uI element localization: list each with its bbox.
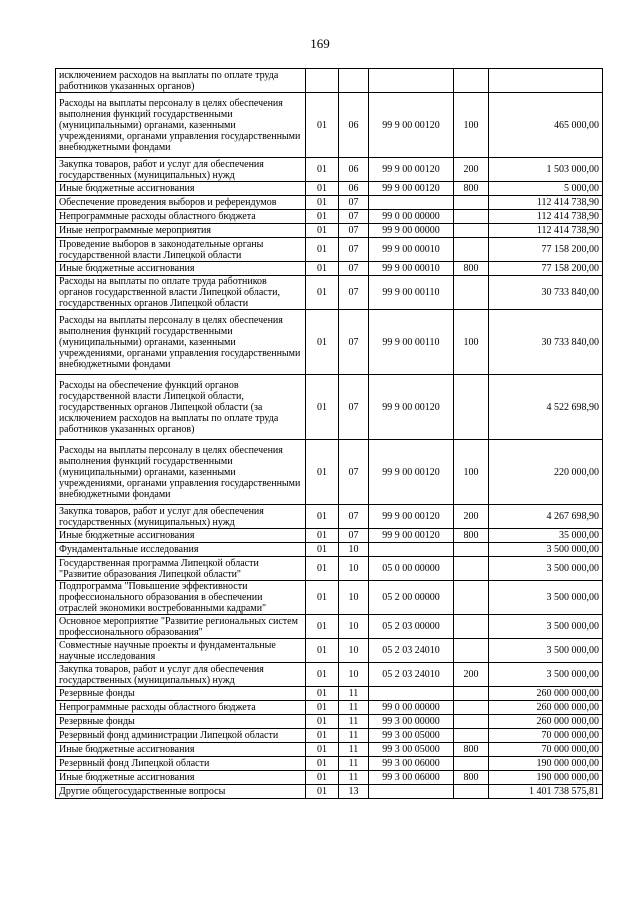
row-section: 01 [306,757,339,771]
row-target-code: 99 9 00 00000 [369,224,454,238]
table-row [56,262,603,276]
row-subsection: 07 [339,375,369,440]
table-row [56,715,603,729]
row-expense-type: 200 [454,505,489,529]
row-section: 01 [306,557,339,581]
budget-table-body [56,69,603,799]
row-section: 01 [306,543,339,557]
row-subsection: 07 [339,210,369,224]
row-section: 01 [306,663,339,687]
row-name: Подпрограмма "Повышение эффективности профессионального образования в обеспечении отраслей экономики востребованными кадрами" [56,581,306,615]
row-section: 01 [306,93,339,158]
row-subsection: 07 [339,196,369,210]
row-target-code: 99 9 00 00120 [369,182,454,196]
row-section: 01 [306,771,339,785]
row-section: 01 [306,210,339,224]
row-subsection: 11 [339,715,369,729]
row-amount: 5 000,00 [489,182,603,196]
row-subsection: 07 [339,224,369,238]
table-row [56,182,603,196]
table-row [56,615,603,639]
row-target-code: 05 2 00 00000 [369,581,454,615]
row-section: 01 [306,276,339,310]
row-subsection: 07 [339,440,369,505]
row-amount: 3 500 000,00 [489,557,603,581]
row-expense-type [454,238,489,262]
row-section: 01 [306,581,339,615]
row-name: Закупка товаров, работ и услуг для обеспечения государственных (муниципальных) нужд [56,158,306,182]
row-subsection: 10 [339,581,369,615]
table-row [56,224,603,238]
row-amount: 3 500 000,00 [489,639,603,663]
row-subsection: 10 [339,543,369,557]
row-subsection: 07 [339,262,369,276]
row-subsection: 10 [339,615,369,639]
row-target-code: 99 9 00 00110 [369,276,454,310]
row-target-code: 05 2 03 00000 [369,615,454,639]
row-name: Иные бюджетные ассигнования [56,182,306,196]
row-section: 01 [306,196,339,210]
row-expense-type [454,687,489,701]
row-subsection: 11 [339,687,369,701]
row-expense-type [454,715,489,729]
row-name: Иные бюджетные ассигнования [56,771,306,785]
row-name: Расходы на выплаты персоналу в целях обеспечения выполнения функций государственными (муниципальными) органами, казенными учреждениями, органами управления государственными внебюджетными фондами [56,93,306,158]
row-name: Расходы на выплаты персоналу в целях обеспечения выполнения функций государственными (муниципальными) органами, казенными учреждениями, органами управления государственными внебюджетными фондами [56,440,306,505]
table-row [56,771,603,785]
row-amount: 1 503 000,00 [489,158,603,182]
row-amount [489,69,603,93]
row-expense-type: 800 [454,262,489,276]
row-expense-type: 200 [454,663,489,687]
row-target-code: 99 3 00 06000 [369,757,454,771]
table-row [56,639,603,663]
table-row [56,581,603,615]
row-expense-type [454,785,489,799]
row-name: Резервные фонды [56,715,306,729]
table-row [56,757,603,771]
row-amount: 260 000 000,00 [489,715,603,729]
row-amount: 3 500 000,00 [489,581,603,615]
row-expense-type [454,543,489,557]
row-section: 01 [306,639,339,663]
row-target-code: 99 0 00 00000 [369,210,454,224]
row-subsection: 07 [339,529,369,543]
row-subsection: 07 [339,238,369,262]
row-expense-type: 100 [454,93,489,158]
row-expense-type: 800 [454,771,489,785]
row-name: Расходы на выплаты по оплате труда работников органов государственной власти Липецкой области, государственных органов Липецкой области [56,276,306,310]
row-target-code: 05 2 03 24010 [369,663,454,687]
row-section: 01 [306,375,339,440]
table-row [56,729,603,743]
row-subsection: 06 [339,93,369,158]
row-name: Закупка товаров, работ и услуг для обеспечения государственных (муниципальных) нужд [56,505,306,529]
row-name: Закупка товаров, работ и услуг для обеспечения государственных (муниципальных) нужд [56,663,306,687]
row-section: 01 [306,729,339,743]
row-name: исключением расходов на выплаты по оплате труда работников указанных органов) [56,69,306,93]
row-amount: 4 267 698,90 [489,505,603,529]
row-amount: 1 401 738 575,81 [489,785,603,799]
row-section: 01 [306,529,339,543]
row-subsection: 13 [339,785,369,799]
row-section [306,69,339,93]
row-subsection: 06 [339,182,369,196]
row-expense-type: 200 [454,158,489,182]
table-row [56,785,603,799]
row-subsection: 11 [339,757,369,771]
row-name: Резервный фонд администрации Липецкой области [56,729,306,743]
row-target-code: 99 3 00 06000 [369,771,454,785]
row-amount: 4 522 698,90 [489,375,603,440]
row-subsection: 11 [339,771,369,785]
row-amount: 112 414 738,90 [489,196,603,210]
row-target-code: 99 3 00 00000 [369,715,454,729]
row-target-code: 99 9 00 00120 [369,529,454,543]
row-subsection: 06 [339,158,369,182]
row-expense-type [454,196,489,210]
row-name: Расходы на обеспечение функций органов государственной власти Липецкой области, государственных органов Липецкой области (за исключением расходов на выплаты по оплате труда работников указанных органов) [56,375,306,440]
row-target-code: 99 9 00 00120 [369,375,454,440]
row-expense-type [454,557,489,581]
table-row [56,196,603,210]
row-name: Резервный фонд Липецкой области [56,757,306,771]
row-expense-type [454,210,489,224]
row-amount: 465 000,00 [489,93,603,158]
row-expense-type [454,276,489,310]
row-amount: 3 500 000,00 [489,615,603,639]
table-row [56,375,603,440]
row-section: 01 [306,440,339,505]
row-subsection: 07 [339,505,369,529]
row-subsection: 11 [339,701,369,715]
row-expense-type [454,729,489,743]
row-name: Другие общегосударственные вопросы [56,785,306,799]
row-expense-type: 100 [454,440,489,505]
row-expense-type [454,581,489,615]
row-name: Иные непрограммные мероприятия [56,224,306,238]
row-subsection: 10 [339,557,369,581]
row-expense-type [454,69,489,93]
row-section: 01 [306,687,339,701]
row-amount: 77 158 200,00 [489,262,603,276]
row-amount: 30 733 840,00 [489,310,603,375]
row-section: 01 [306,310,339,375]
row-target-code: 05 2 03 24010 [369,639,454,663]
row-amount: 70 000 000,00 [489,729,603,743]
row-target-code: 99 9 00 00120 [369,158,454,182]
row-target-code: 99 3 00 05000 [369,729,454,743]
page-number: 169 [310,36,330,51]
row-section: 01 [306,743,339,757]
row-section: 01 [306,701,339,715]
table-row [56,93,603,158]
row-name: Иные бюджетные ассигнования [56,743,306,757]
row-expense-type [454,701,489,715]
row-target-code [369,543,454,557]
row-expense-type [454,615,489,639]
row-subsection: 07 [339,310,369,375]
table-row [56,529,603,543]
table-row [56,158,603,182]
row-section: 01 [306,505,339,529]
row-name: Иные бюджетные ассигнования [56,262,306,276]
row-target-code: 99 3 00 05000 [369,743,454,757]
row-section: 01 [306,715,339,729]
row-section: 01 [306,182,339,196]
budget-table [55,68,603,799]
row-section: 01 [306,158,339,182]
row-expense-type: 100 [454,310,489,375]
row-target-code [369,196,454,210]
row-name: Проведение выборов в законодательные органы государственной власти Липецкой области [56,238,306,262]
table-row [56,69,603,93]
row-target-code [369,785,454,799]
table-row [56,310,603,375]
row-amount: 260 000 000,00 [489,687,603,701]
table-row [56,557,603,581]
row-name: Государственная программа Липецкой области "Развитие образования Липецкой области" [56,557,306,581]
row-amount: 3 500 000,00 [489,663,603,687]
row-section: 01 [306,238,339,262]
table-row [56,543,603,557]
row-name: Расходы на выплаты персоналу в целях обеспечения выполнения функций государственными (муниципальными) органами, казенными учреждениями, органами управления государственными внебюджетными фондами [56,310,306,375]
table-row [56,210,603,224]
row-expense-type [454,639,489,663]
row-name: Непрограммные расходы областного бюджета [56,210,306,224]
row-subsection: 10 [339,639,369,663]
row-amount: 70 000 000,00 [489,743,603,757]
row-expense-type: 800 [454,743,489,757]
row-subsection: 07 [339,276,369,310]
row-section: 01 [306,224,339,238]
table-row [56,440,603,505]
row-amount: 190 000 000,00 [489,757,603,771]
row-amount: 30 733 840,00 [489,276,603,310]
row-target-code [369,69,454,93]
row-section: 01 [306,615,339,639]
row-target-code [369,687,454,701]
row-expense-type: 800 [454,182,489,196]
table-row [56,238,603,262]
row-name: Иные бюджетные ассигнования [56,529,306,543]
row-name: Основное мероприятие "Развитие региональных систем профессионального образования" [56,615,306,639]
table-row [56,663,603,687]
row-subsection: 11 [339,743,369,757]
row-subsection: 11 [339,729,369,743]
row-subsection: 10 [339,663,369,687]
row-amount: 35 000,00 [489,529,603,543]
row-target-code: 99 0 00 00000 [369,701,454,715]
row-name: Резервные фонды [56,687,306,701]
row-name: Непрограммные расходы областного бюджета [56,701,306,715]
row-amount: 3 500 000,00 [489,543,603,557]
row-target-code: 99 9 00 00120 [369,440,454,505]
row-target-code: 99 9 00 00120 [369,505,454,529]
row-target-code: 99 9 00 00110 [369,310,454,375]
table-row [56,276,603,310]
row-target-code: 05 0 00 00000 [369,557,454,581]
row-expense-type [454,224,489,238]
table-row [56,505,603,529]
row-name: Обеспечение проведения выборов и референдумов [56,196,306,210]
row-target-code: 99 9 00 00120 [369,93,454,158]
table-row [56,743,603,757]
table-row [56,687,603,701]
row-amount: 112 414 738,90 [489,224,603,238]
row-amount: 220 000,00 [489,440,603,505]
row-expense-type: 800 [454,529,489,543]
row-amount: 112 414 738,90 [489,210,603,224]
row-name: Фундаментальные исследования [56,543,306,557]
row-expense-type [454,757,489,771]
row-section: 01 [306,262,339,276]
row-name: Совместные научные проекты и фундаментальные научные исследования [56,639,306,663]
row-subsection [339,69,369,93]
row-amount: 77 158 200,00 [489,238,603,262]
row-target-code: 99 9 00 00010 [369,262,454,276]
table-row [56,701,603,715]
row-amount: 190 000 000,00 [489,771,603,785]
row-section: 01 [306,785,339,799]
row-expense-type [454,375,489,440]
row-amount: 260 000 000,00 [489,701,603,715]
row-target-code: 99 9 00 00010 [369,238,454,262]
